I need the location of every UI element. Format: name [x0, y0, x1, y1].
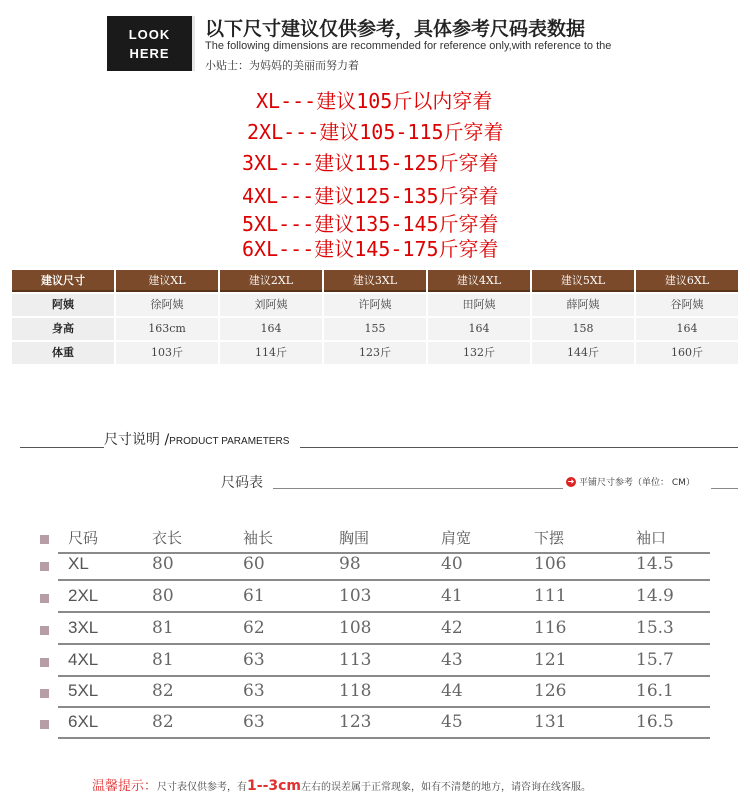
reference-cell: 薛阿姨 [532, 294, 634, 316]
reference-header-cell: 建议2XL [220, 270, 322, 292]
size-cell-size: 6XL [68, 712, 99, 731]
size-header-hem: 下摆 [534, 529, 565, 547]
size-cell-length: 81 [152, 618, 174, 638]
look-line-2: HERE [129, 46, 170, 61]
size-cell-length: 81 [152, 650, 174, 670]
size-cell-hem: 116 [534, 618, 567, 638]
size-header-length: 衣长 [152, 529, 183, 547]
row-divider [58, 737, 710, 739]
size-cell-cuff: 14.9 [636, 586, 674, 606]
look-here-badge [107, 16, 195, 71]
size-cell-hem: 126 [534, 681, 567, 701]
reference-row-label: 阿姨 [12, 294, 114, 316]
size-cell-shoulder: 42 [441, 618, 463, 638]
size-cell-size: 2XL [68, 586, 99, 605]
size-table-row [40, 615, 710, 645]
reference-cell: 164 [220, 318, 322, 340]
size-cell-cuff: 15.3 [636, 618, 674, 638]
reference-header-cell: 建议3XL [324, 270, 426, 292]
page-title: 以下尺寸建议仅供参考，具体参考尺码表数据 [205, 18, 586, 40]
row-divider [58, 706, 710, 708]
size-cell-chest: 123 [339, 712, 372, 732]
reference-row-label: 体重 [12, 342, 114, 364]
size-cell-sleeve: 63 [243, 712, 265, 732]
size-cell-cuff: 16.1 [636, 681, 674, 701]
size-cell-size: 5XL [68, 681, 99, 700]
size-cell-cuff: 14.5 [636, 554, 674, 574]
reference-cell: 155 [324, 318, 426, 340]
reference-cell: 许阿姨 [324, 294, 426, 316]
size-table-row [40, 678, 710, 708]
size-cell-hem: 121 [534, 650, 567, 670]
reference-row-weight [12, 342, 738, 364]
unit-note [566, 475, 695, 488]
reference-cell: 163cm [116, 318, 218, 340]
square-bullet-icon [40, 626, 49, 635]
size-cell-length: 82 [152, 681, 174, 701]
reference-cell: 114斤 [220, 342, 322, 364]
reference-cell: 123斤 [324, 342, 426, 364]
chart-title-divider-end [711, 488, 738, 489]
reference-cell: 谷阿姨 [636, 294, 738, 316]
size-cell-hem: 131 [534, 712, 567, 732]
size-cell-chest: 118 [339, 681, 372, 701]
size-table-row [40, 583, 710, 613]
size-cell-chest: 103 [339, 586, 372, 606]
reference-header-cell: 建议尺寸 [12, 270, 114, 292]
square-bullet-icon [40, 720, 49, 729]
size-header-size: 尺码 [68, 529, 99, 547]
reference-cell: 103斤 [116, 342, 218, 364]
size-cell-sleeve: 63 [243, 681, 265, 701]
section-title [104, 429, 289, 449]
arrow-right-circle-icon: ➜ [567, 476, 575, 486]
size-cell-length: 82 [152, 712, 174, 732]
row-divider [58, 675, 710, 677]
unit-note-text: 平铺尺寸参考（单位： CM） [579, 478, 695, 488]
size-cell-chest: 113 [339, 650, 372, 670]
square-bullet-icon [40, 562, 49, 571]
size-cell-sleeve: 60 [243, 554, 265, 574]
size-header-cuff: 袖口 [636, 529, 667, 547]
row-divider [58, 579, 710, 581]
size-cell-chest: 108 [339, 618, 372, 638]
section-divider-right [300, 447, 738, 448]
size-cell-cuff: 16.5 [636, 712, 674, 732]
square-bullet-icon [40, 689, 49, 698]
square-bullet-icon [40, 594, 49, 603]
page-subtitle: The following dimensions are recommended for reference only,with reference to the [205, 40, 612, 52]
square-bullet-icon [40, 535, 49, 544]
reference-cell: 田阿姨 [428, 294, 530, 316]
square-bullet-icon [40, 658, 49, 667]
section-title-en: PRODUCT PARAMETERS [169, 436, 290, 447]
reference-header-cell: 建议4XL [428, 270, 530, 292]
reference-row-height [12, 318, 738, 340]
size-header-chest: 胸围 [339, 529, 370, 547]
footer-highlight: 1--3cm [247, 778, 302, 794]
size-cell-shoulder: 40 [441, 554, 463, 574]
reference-header-cell: 建议5XL [532, 270, 634, 292]
footer-text-1: 尺寸表仅供参考，有 [157, 782, 248, 793]
row-divider [58, 611, 710, 613]
size-cell-length: 80 [152, 554, 174, 574]
page-tip: 小贴士：为妈妈的美丽而努力着 [205, 59, 359, 72]
reference-table-header [12, 270, 738, 292]
size-cell-sleeve: 63 [243, 650, 265, 670]
footer-warn-label: 温馨提示： [92, 779, 158, 794]
recommendation-4xl: 4XL---建议125-135斤穿着 [242, 184, 499, 208]
reference-cell: 164 [428, 318, 530, 340]
size-cell-chest: 98 [339, 554, 361, 574]
size-cell-sleeve: 62 [243, 618, 265, 638]
size-chart-title: 尺码表 [221, 475, 263, 491]
section-divider-left [20, 447, 104, 448]
size-cell-shoulder: 45 [441, 712, 463, 732]
section-title-cn: 尺寸说明 / [104, 432, 170, 448]
size-cell-sleeve: 61 [243, 586, 265, 606]
reference-cell: 132斤 [428, 342, 530, 364]
reference-row-label: 身高 [12, 318, 114, 340]
reference-header-cell: 建议XL [116, 270, 218, 292]
recommendation-5xl: 5XL---建议135-145斤穿着 [242, 212, 499, 236]
chart-title-divider [273, 488, 563, 489]
row-divider [58, 643, 710, 645]
footer-text-2: 左右的误差属于正常现象，如有不清楚的地方，请咨询在线客服。 [301, 782, 592, 793]
reference-cell: 144斤 [532, 342, 634, 364]
size-cell-size: 4XL [68, 650, 99, 669]
size-cell-hem: 111 [534, 586, 567, 606]
size-cell-shoulder: 44 [441, 681, 463, 701]
reference-cell: 徐阿姨 [116, 294, 218, 316]
size-cell-hem: 106 [534, 554, 567, 574]
reference-cell: 158 [532, 318, 634, 340]
size-table-row [40, 709, 710, 739]
reference-cell: 刘阿姨 [220, 294, 322, 316]
size-cell-shoulder: 41 [441, 586, 463, 606]
recommendation-3xl: 3XL---建议115-125斤穿着 [242, 151, 499, 175]
reference-cell: 164 [636, 318, 738, 340]
size-cell-shoulder: 43 [441, 650, 463, 670]
size-cell-length: 80 [152, 586, 174, 606]
recommendation-2xl: 2XL---建议105-115斤穿着 [247, 120, 504, 144]
look-line-1: LOOK [128, 27, 171, 42]
size-header-sleeve: 袖长 [243, 529, 274, 547]
size-table-row [40, 647, 710, 677]
size-table-row [40, 551, 710, 581]
reference-table [12, 270, 738, 366]
footer-notice [92, 775, 591, 794]
size-cell-size: XL [68, 554, 89, 573]
size-cell-cuff: 15.7 [636, 650, 674, 670]
size-header-shoulder: 肩宽 [441, 529, 472, 547]
recommendation-xl: XL---建议105斤以内穿着 [256, 89, 493, 113]
size-cell-size: 3XL [68, 618, 99, 637]
recommendation-6xl: 6XL---建议145-175斤穿着 [242, 237, 499, 261]
reference-cell: 160斤 [636, 342, 738, 364]
reference-header-cell: 建议6XL [636, 270, 738, 292]
size-table-header [40, 524, 710, 554]
reference-row-name [12, 294, 738, 316]
